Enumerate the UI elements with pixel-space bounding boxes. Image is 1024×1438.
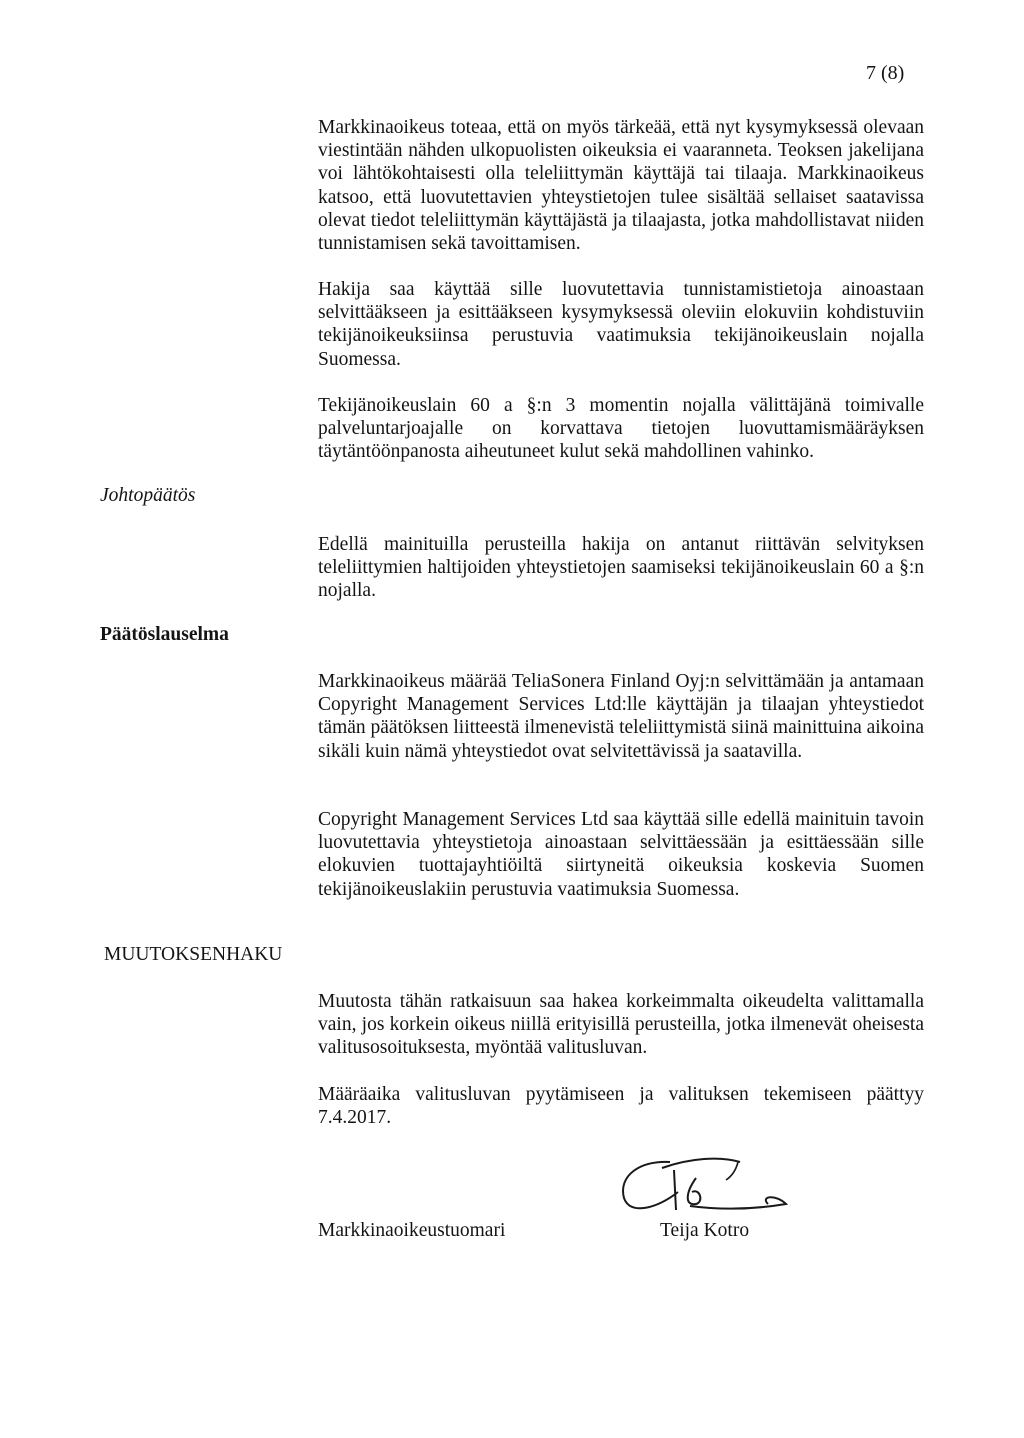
paragraph-6: Copyright Management Services Ltd saa käyttää sille edellä mainituin tavoin luovutettavia yhteystietoja ainoastaan selvittäessään ja esittäessään sille elokuvien tuottajayhtiöiltä siirtyneitä oikeuksia koskevia Suomen tekijänoikeuslakiin perustuvia vaatimuksia Suomessa. bbox=[318, 809, 924, 900]
side-heading-johtopaatos: Johtopäätös bbox=[100, 485, 196, 506]
signer-name: Teija Kotro bbox=[660, 1220, 750, 1241]
handwritten-signature bbox=[600, 1148, 800, 1228]
paragraph-8: Määräaika valitusluvan pyytämiseen ja valituksen tekemiseen päättyy 7.4.2017. bbox=[318, 1084, 924, 1129]
signer-title: Markkinaoikeustuomari bbox=[318, 1220, 506, 1241]
paragraph-1: Markkinaoikeus toteaa, että on myös tärkeää, että nyt kysymyksessä olevaan viestintään nähden ulkopuolisten oikeuksia ei vaaranneta. Teoksen jakelijana voi lähtökohtaisesti olla teleliittymän käyttäjä tai tilaaja. Markkinaoikeus katsoo, että luovutettavien yhteystietojen tulee sisältää sellaiset saatavissa olevat tiedot teleliittymän käyttäjästä ja tilaajasta, jotka mahdollistavat niiden tunnistamisen sekä tavoittamisen. bbox=[318, 117, 924, 255]
paragraph-4: Edellä mainituilla perusteilla hakija on antanut riittävän selvityksen teleliittymien haltijoiden yhteystietojen saamiseksi tekijänoikeuslain 60 a §:n nojalla. bbox=[318, 534, 924, 602]
page-number: 7 (8) bbox=[866, 62, 905, 84]
paragraph-7: Muutosta tähän ratkaisuun saa hakea korkeimmalta oikeudelta valittamalla vain, jos korkein oikeus niillä erityisillä perusteilla, jotka ilmenevät oheisesta valitusosoituksesta, myöntää valitusluvan. bbox=[318, 991, 924, 1059]
paragraph-5: Markkinaoikeus määrää TeliaSonera Finland Oyj:n selvittämään ja antamaan Copyright Management Services Ltd:lle käyttäjän ja tilaajan yhteystiedot tämän päätöksen liitteestä ilmenevistä teleliittymistä siinä mainittuina aikoina sikäli kuin nämä yhteystiedot ovat selvitettävissä ja saatavilla. bbox=[318, 671, 924, 762]
paragraph-3: Tekijänoikeuslain 60 a §:n 3 momentin nojalla välittäjänä toimivalle palveluntarjoajalle on korvattava tietojen luovuttamismääräyksen täytäntöönpanosta aiheutuneet kulut sekä mahdollinen vahinko. bbox=[318, 395, 924, 463]
paragraph-2: Hakija saa käyttää sille luovutettavia tunnistamistietoja ainoastaan selvittääkseen ja esittääkseen kysymyksessä oleviin elokuviin kohdistuviin tekijänoikeuksiinsa perustuvia vaatimuksia tekijänoikeuslain nojalla Suomessa. bbox=[318, 279, 924, 370]
side-heading-muutoksenhaku: MUUTOKSENHAKU bbox=[104, 944, 283, 965]
side-heading-paatoslauselma: Päätöslauselma bbox=[100, 624, 229, 645]
